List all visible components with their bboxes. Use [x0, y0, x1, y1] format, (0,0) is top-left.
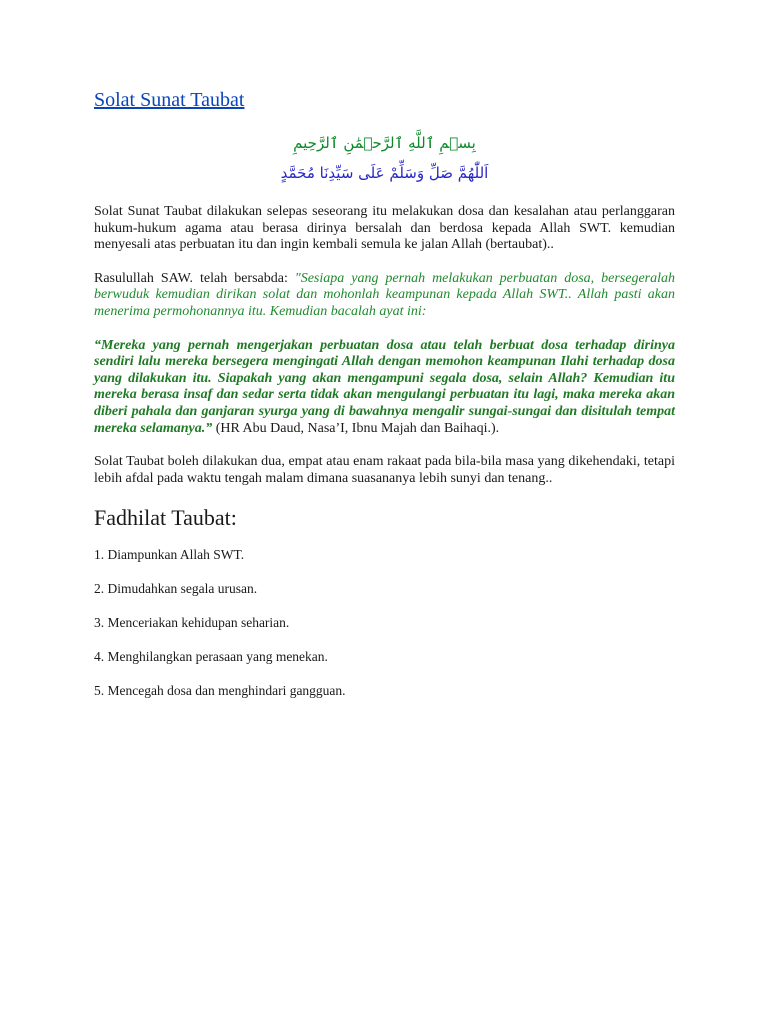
hadith-paragraph — [94, 271, 675, 321]
list-item: 3. Menceriakan kehidupan seharian. — [94, 615, 290, 631]
list-item: 5. Mencegah dosa dan menghindari gangguan. — [94, 683, 346, 699]
arabic-selawat: اَللّٰهُمَّ صَلِّ وَسَلِّمْ عَلَى سَيِّدِنَا مُحَمَّدٍ — [280, 164, 489, 182]
hadith-quote: "Sesiapa yang pernah melakukan perbuatan dosa, bersegeralah berwuduk kemudian dirikan solat dan mohonlah keampunan kepada Allah SWT.. Allah pasti akan menerima permohonannya itu. Kemudian bacalah ayat ini: — [94, 270, 676, 319]
section-heading-fadhilat: Fadhilat Taubat: — [94, 505, 237, 531]
intro-paragraph: Solat Sunat Taubat dilakukan selepas seseorang itu melakukan dosa dan kesalahan atau perlanggaran hukum-hukum agama atau berasa dirinya bersalah dan berdosa kepada Allah SWT. kemudian menyesali atas perbuatan itu dan ingin kembali semula ke jalan Allah (bertaubat).. — [94, 204, 675, 253]
hadith-lead: Rasulullah SAW. telah bersabda: — [94, 270, 295, 286]
list-item: 1. Diampunkan Allah SWT. — [94, 547, 245, 563]
page-title-link[interactable]: Solat Sunat Taubat — [94, 89, 245, 111]
document-page — [94, 86, 675, 716]
list-item: 2. Dimudahkan segala urusan. — [94, 581, 258, 597]
ayat-reference: (HR Abu Daud, Nasa’I, Ibnu Majah dan Baihaqi.). — [212, 420, 500, 436]
arabic-bismillah: بِسۡمِ ٱللَّهِ ٱلرَّحۡمَٰنِ ٱلرَّحِيمِ — [293, 134, 476, 152]
timing-paragraph: Solat Taubat boleh dilakukan dua, empat atau enam rakaat pada bila-bila masa yang dikehendaki, tetapi lebih afdal pada waktu tengah malam dimana suasananya lebih sunyi dan tenang.. — [94, 454, 675, 486]
ayat-quote: “Mereka yang pernah mengerjakan perbuatan dosa atau telah berbuat dosa terhadap dirinya sendiri lalu mereka bersegera mengingati Allah dengan memohon keampunan Ilahi terhadap dosa yang dilakukan itu. Siapakah yang akan mengampuni segala dosa, selain Allah? Kemudian itu mereka berasa insaf dan sedar serta tidak akan mengulangi perbuatan itu lagi, maka mereka akan diberi pahala dan ganjaran syurga yang di bawahnya mengalir sungai-sungai dan disitulah tempat mereka selamanya.” — [94, 337, 675, 436]
list-item: 4. Menghilangkan perasaan yang menekan. — [94, 649, 328, 665]
ayat-paragraph — [94, 338, 675, 438]
benefits-list — [94, 546, 675, 699]
